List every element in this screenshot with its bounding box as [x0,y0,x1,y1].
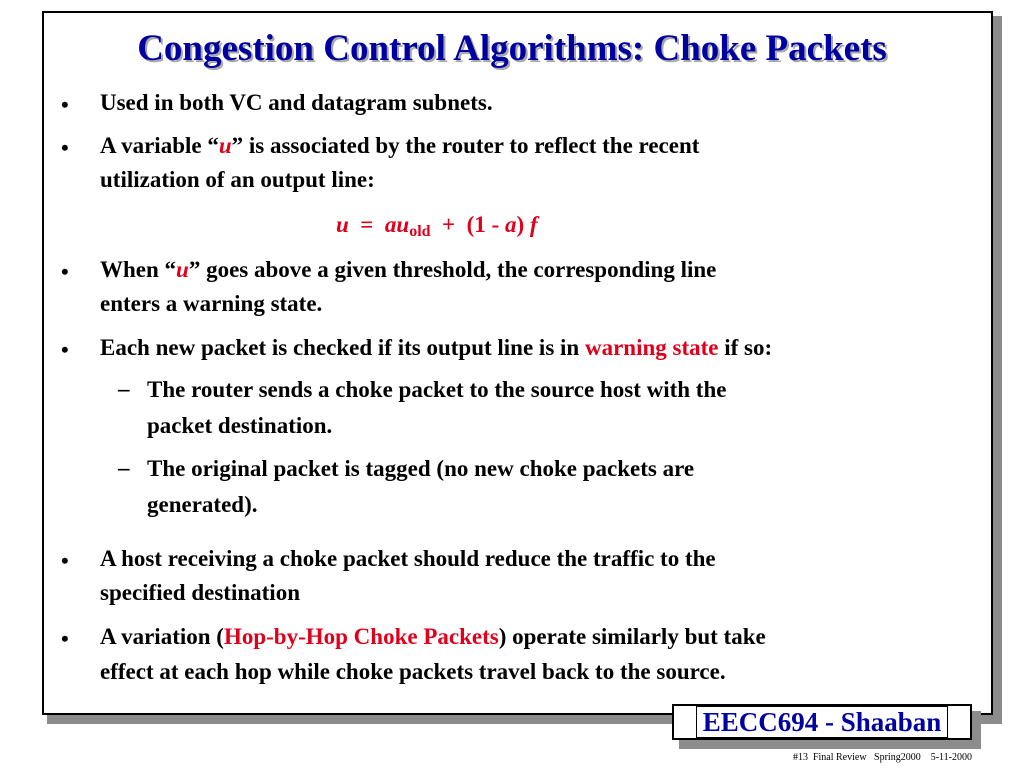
bullet-text-continuation: effect at each hop while choke packets travel back to the source. [100,659,726,684]
bullet-text: A host receiving a choke packet should reduce the traffic to the [100,546,716,571]
text-run: When “ [100,257,177,282]
bullet-text [100,132,699,160]
bullet-text [100,334,772,362]
sub-bullet-marker: – [118,455,130,480]
bullet-text-continuation: utilization of an output line: [100,167,375,192]
formula-rest: + (1 - [430,212,505,237]
formula-u: u [336,212,349,237]
formula-subscript: old [409,223,431,240]
text-run: ” is associated by the router to reflect the recent [231,133,700,158]
sub-bullet-text: The router sends a choke packet to the source host with the [147,377,727,402]
bullet-text-continuation: enters a warning state. [100,291,323,316]
bullet-marker: • [61,337,69,362]
formula [336,212,538,241]
hop-by-hop-highlight: Hop-by-Hop Choke Packets [223,624,499,649]
bullet-text [100,256,716,284]
bullet-marker: • [61,92,69,117]
bullet-marker: • [61,626,69,651]
sub-bullet-text-continuation: packet destination. [147,413,333,438]
bullet-text [100,623,766,651]
slide-footer: #13 Final Review Spring2000 5-11-2000 [792,752,972,763]
formula-f: f [529,212,538,237]
formula-au: au [384,212,410,237]
text-run: A variation ( [100,624,224,649]
sub-bullet-marker: – [118,376,130,401]
text-run: A variable “ [100,133,219,158]
bullet-text-continuation: specified destination [100,580,300,605]
text-run: if so: [718,335,773,360]
formula-a: a [504,212,517,237]
warning-state-highlight: warning state [584,335,719,360]
bullet-marker: • [61,135,69,160]
text-run: ) operate similarly but take [498,624,766,649]
variable-u: u [218,133,232,158]
text-run: ” goes above a given threshold, the corresponding line [188,257,717,282]
text-run: Each new packet is checked if its output line is in [100,335,585,360]
course-badge-label: EECC694 - Shaaban [696,706,949,738]
bullet-marker: • [61,548,69,573]
slide-title: Congestion Control Algorithms: Choke Packets [137,28,887,69]
formula-eq: = [348,212,385,237]
course-badge [672,704,972,740]
bullet-text: Used in both VC and datagram subnets. [100,90,493,115]
formula-close: ) [516,212,530,237]
sub-bullet-text: The original packet is tagged (no new choke packets are [147,456,695,481]
sub-bullet-text-continuation: generated). [147,492,258,517]
bullet-marker: • [61,259,69,284]
variable-u: u [176,257,189,282]
